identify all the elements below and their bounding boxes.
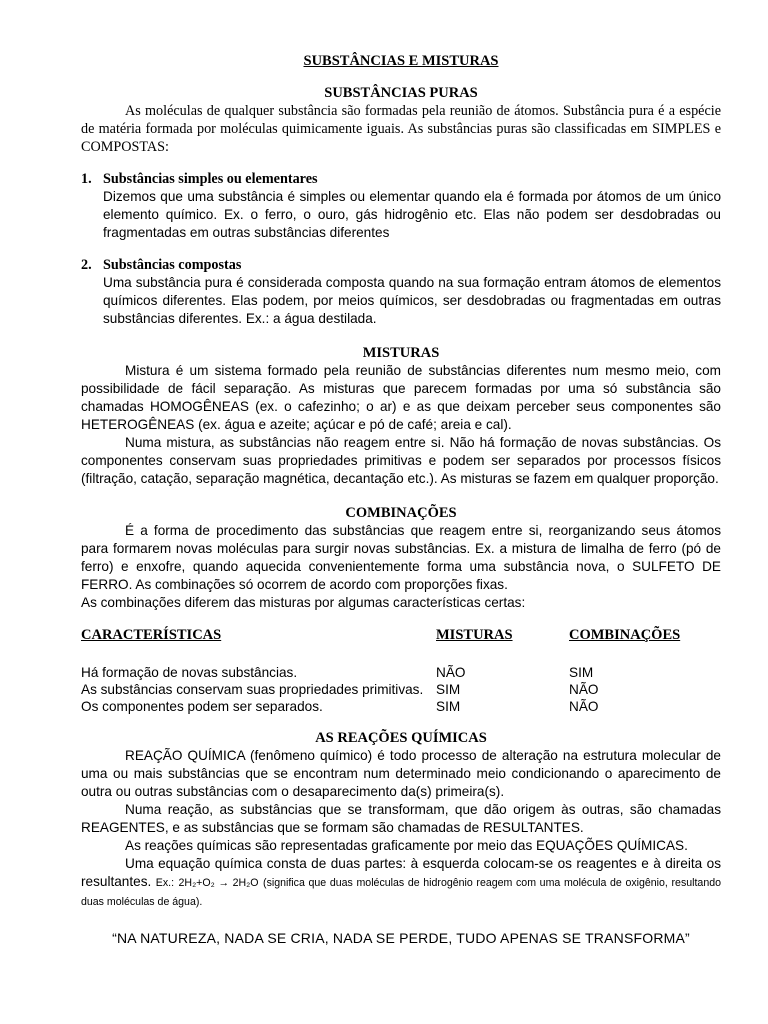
table-row	[81, 698, 721, 715]
equation-note: (significa que duas moléculas de hidrogênio reagem com uma molécula de oxigênio, resultando duas moléculas de água).	[81, 877, 721, 908]
paragraph-reacoes-4-text: Uma equação química consta de duas partes: à esquerda colocam-se os reagentes e à direita os resultantes.	[81, 856, 721, 889]
closing-quote: “NA NATUREZA, NADA SE CRIA, NADA SE PERDE, TUDO APENAS SE TRANSFORMA”	[112, 930, 690, 946]
table-cell: NÃO	[569, 682, 599, 697]
column-header-combinacoes: COMBINAÇÕES	[569, 627, 681, 643]
column-header-caracteristicas: CARACTERÍSTICAS	[81, 627, 222, 643]
paragraph-combinacoes-1: É a forma de procedimento das substâncias que reagem entre si, reorganizando seus átomos para formarem novas moléculas para surgir novas substâncias. Ex. a mistura de limalha de ferro (pó de ferro) e enxofre, quando aquecida convenientemente forma uma substância nova, o SULFETO DE FERRO. As combinações só ocorrem de acordo com proporções fixas.	[81, 523, 721, 592]
chemical-equation: 2H₂+O₂ → 2H₂O	[178, 877, 259, 889]
section-heading-puras: SUBSTÂNCIAS PURAS	[324, 85, 478, 101]
comparison-table	[81, 626, 721, 715]
list-number: 1.	[81, 171, 92, 187]
list-item-compostas	[81, 256, 721, 328]
list-item-body: Dizemos que uma substância é simples ou elementar quando ela é formada por átomos de um único elemento químico. Ex. o ferro, o ouro, gás hidrogênio etc. Elas não podem ser desdobradas ou fragmentadas em outras substâncias diferentes	[103, 189, 721, 240]
list-item-simples	[81, 170, 721, 242]
document-page	[81, 52, 721, 947]
section-heading-misturas: MISTURAS	[362, 345, 440, 361]
column-header-misturas: MISTURAS	[436, 627, 513, 643]
table-cell: SIM	[569, 665, 594, 680]
document-title: SUBSTÂNCIAS E MISTURAS	[303, 53, 499, 69]
section-heading-reacoes: AS REAÇÕES QUÍMICAS	[315, 730, 487, 746]
table-cell: SIM	[436, 682, 461, 697]
table-cell: SIM	[436, 699, 461, 714]
table-cell: NÃO	[436, 665, 466, 680]
list-number: 2.	[81, 257, 92, 273]
paragraph-reacoes-3: As reações químicas são representadas graficamente por meio das EQUAÇÕES QUÍMICAS.	[125, 838, 688, 853]
table-row	[81, 681, 721, 698]
paragraph-reacoes-4	[81, 855, 721, 911]
example-prefix: Ex.:	[155, 877, 175, 889]
paragraph-puras-intro: As moléculas de qualquer substância são formadas pela reunião de átomos. Substância pura é a espécie de matéria formada por moléculas quimicamente iguais. As substâncias puras são classificadas em SIMPLES e COMPOSTAS:	[81, 103, 721, 155]
list-item-body: Uma substância pura é considerada composta quando na sua formação entram átomos de elementos químicos diferentes. Elas podem, por meios químicos, ser desdobradas ou fragmentadas em outras substâncias diferentes. Ex.: a água destilada.	[103, 275, 721, 326]
paragraph-misturas-2: Numa mistura, as substâncias não reagem entre si. Não há formação de novas substâncias. Os componentes conservam suas propriedades primitivas e podem ser separados por processos físicos (filtração, catação, separação magnética, decantação etc.). As misturas se fazem em qualquer proporção.	[81, 435, 721, 486]
paragraph-misturas-1: Mistura é um sistema formado pela reunião de substâncias diferentes num mesmo meio, com possibilidade de fácil separação. As misturas que parecem formadas por uma só substância são chamadas HOMOGÊNEAS (ex. o cafezinho; o ar) e as que deixam perceber seus componentes são HETEROGÊNEAS (ex. água e azeite; açúcar e pó de café; areia e cal).	[81, 363, 721, 432]
table-cell: Os componentes podem ser separados.	[81, 699, 323, 714]
table-row	[81, 664, 721, 681]
table-cell: Há formação de novas substâncias.	[81, 665, 298, 680]
paragraph-reacoes-2: Numa reação, as substâncias que se transformam, que dão origem às outras, são chamadas REAGENTES, e as substâncias que se formam são chamadas de RESULTANTES.	[81, 802, 721, 835]
paragraph-combinacoes-2: As combinações diferem das misturas por algumas características certas:	[81, 595, 526, 610]
table-cell: NÃO	[569, 699, 599, 714]
section-heading-combinacoes: COMBINAÇÕES	[345, 505, 457, 521]
table-header-row	[81, 626, 721, 664]
paragraph-reacoes-1: REAÇÃO QUÍMICA (fenômeno químico) é todo processo de alteração na estrutura molecular de uma ou mais substâncias que se encontram num determinado meio condicionando o aparecimento de outra ou outras substâncias com o desaparecimento da(s) primeira(s).	[81, 748, 721, 799]
table-cell: As substâncias conservam suas propriedades primitivas.	[81, 682, 424, 697]
list-item-title: Substâncias compostas	[103, 257, 242, 273]
list-item-title: Substâncias simples ou elementares	[103, 171, 318, 187]
